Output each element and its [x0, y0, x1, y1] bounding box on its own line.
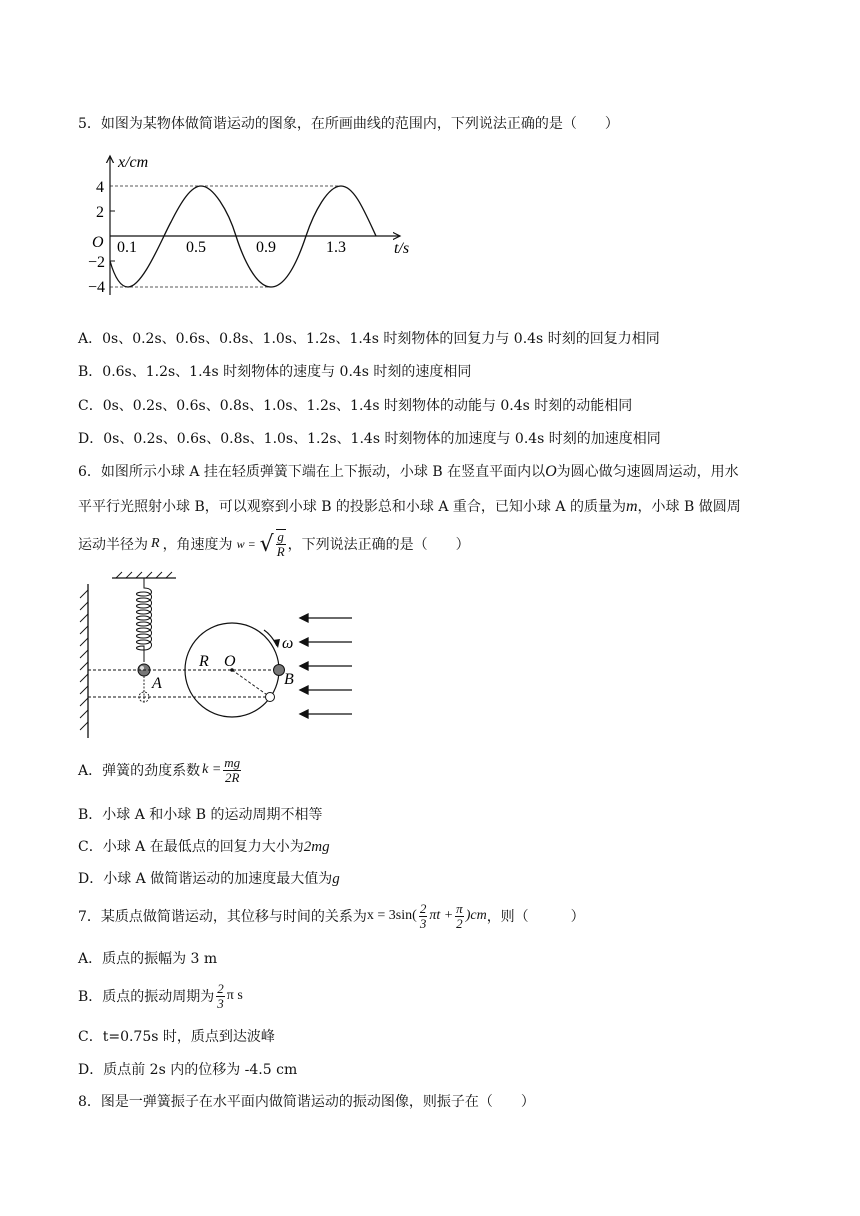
q7-stem: 7．某质点做简谐运动，其位移与时间的关系为 x = 3sin( $\frac{2}{3}$ πt + $\frac{\pi}{2}$ )cm ，则（ ）	[78, 900, 585, 931]
y-axis-label: x/cm	[118, 154, 149, 171]
spring	[137, 578, 152, 662]
q6-option-b: B．小球 A 和小球 B 的运动周期不相等	[78, 807, 323, 823]
q7-option-c: C．t=0.75s 时，质点到达波峰	[78, 1029, 275, 1045]
q5-option-d: D．0s、0.2s、0.6s、0.8s、1.0s、1.2s、1.4s 时刻物体的加速度与 0.4s 时刻的加速度相同	[78, 431, 661, 447]
q6-option-a: A．弹簧的劲度系数 k = $\frac{mg}{2R}$	[78, 754, 241, 785]
x-tick-0.5: 0.5	[186, 239, 206, 256]
q7-option-d: D．质点前 2s 内的位移为 -4.5 cm	[78, 1062, 298, 1078]
q8-stem: 8．图是一弹簧振子在水平面内做简谐运动的振动图像，则振子在（ ）	[78, 1094, 535, 1110]
q5-option-c: C．0s、0.2s、0.6s、0.8s、1.0s、1.2s、1.4s 时刻物体的动能与 0.4s 时刻的动能相同	[78, 398, 633, 414]
label-R: R	[199, 653, 209, 670]
q6-option-c: C．小球 A 在最低点的回复力大小为2mg	[78, 839, 330, 855]
y-tick-2: 2	[96, 204, 104, 221]
q6-stem-line2: 平平行光照射小球 B，可以观察到小球 B 的投影总和小球 A 重合，已知小球 A 的质量为m，小球 B 做圆周	[78, 498, 741, 515]
q7-option-a: A．质点的振幅为 3 m	[78, 951, 218, 967]
q6-stem-line3: 运动半径为 R ，角速度为 w = √ $\frac{g}{R}$ ，下列说法正确的是（ ）	[78, 529, 470, 559]
origin-label: O	[92, 234, 104, 251]
ball-b	[274, 665, 285, 676]
x-tick-0.9: 0.9	[256, 239, 276, 256]
label-A: A	[152, 675, 162, 692]
label-O: O	[224, 653, 236, 670]
x-axis-label: t/s	[394, 240, 410, 257]
q6-option-d: D．小球 A 做简谐运动的加速度最大值为g	[78, 871, 340, 887]
q6-stem-line1: 6．如图所示小球 A 挂在轻质弹簧下端在上下振动，小球 B 在竖直平面内以O为圆心做匀速圆周运动，用水	[78, 463, 739, 480]
q5-stem: 5．如图为某物体做简谐运动的图象，在所画曲线的范围内，下列说法正确的是（ ）	[78, 116, 619, 132]
q7-option-b: B．质点的振动周期为 $\frac{2}{3}$ π s	[78, 980, 243, 1011]
q5-option-a: A．0s、0.2s、0.6s、0.8s、1.0s、1.2s、1.4s 时刻物体的回复力与 0.4s 时刻的回复力相同	[78, 331, 660, 347]
y-tick-neg4: −4	[88, 279, 106, 296]
q6-figure	[74, 570, 364, 740]
label-B: B	[284, 671, 294, 688]
y-tick-4: 4	[96, 179, 104, 196]
q5-graph	[88, 150, 418, 300]
x-tick-0.1: 0.1	[117, 239, 137, 256]
y-tick-neg2: −2	[88, 254, 106, 271]
q5-option-b: B．0.6s、1.2s、1.4s 时刻物体的速度与 0.4s 时刻的速度相同	[78, 364, 472, 380]
x-tick-1.3: 1.3	[326, 239, 346, 256]
label-omega: ω	[282, 635, 294, 652]
